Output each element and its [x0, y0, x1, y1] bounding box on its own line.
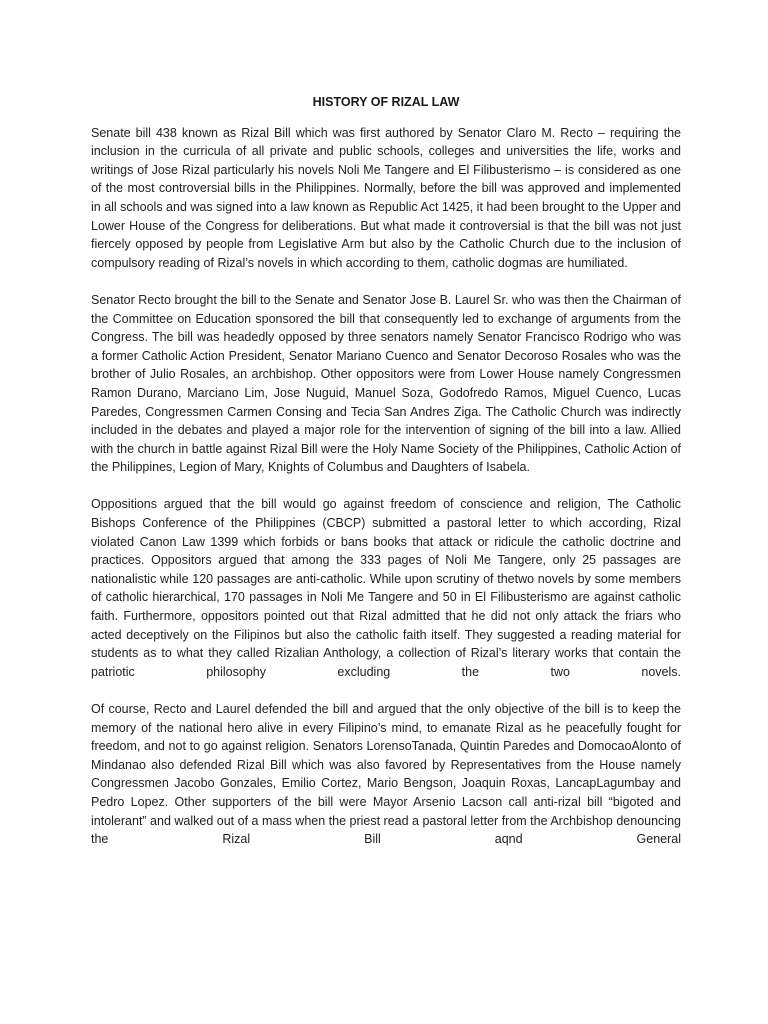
document-title: HISTORY OF RIZAL LAW — [312, 95, 460, 109]
paragraph-oppositions: Oppositions argued that the bill would go against freedom of conscience and religion, The Catholic Bishops Conference of the Philippines (CBCP) submitted a pastoral letter to which according, Rizal violated Canon Law 1399 which forbids or bans books that attack or ridicule the catholic doctrine and practices. Oppositors argued that among the 333 pages of Noli Me Tangere, only 25 passages are nationalistic while 120 passages are anti-catholic. While upon scrutiny of thetwo novels by some members of catholic hierarchical, 170 passages in Noli Me Tangere and 50 in El Filibusterismo are against catholic faith. Furthermore, oppositors pointed out that Rizal admitted that he did not only attack the friars who acted deceptively on the Filipinos but also the catholic faith itself. They suggested a reading material for students as to what they called Rizalian Anthology, a collection of Rizal’s literary works that contain the patriotic philosophy excluding the two novels. — [91, 497, 681, 679]
paragraph-senator-recto: Senator Recto brought the bill to the Senate and Senator Jose B. Laurel Sr. who was then the Chairman of the Committee on Education sponsored the bill that consequently led to exchange of arguments from the Congress. The bill was headedly opposed by three senators namely Senator Francisco Rodrigo who was a former Catholic Action President, Senator Mariano Cuenco and Senator Decoroso Rosales who was the brother of Julio Rosales, an archbishop. Other oppositors were from Lower House namely Congressmen Ramon Durano, Marciano Lim, Jose Nuguid, Manuel Soza, Godofredo Ramos, Miguel Cuenco, Lucas Paredes, Congressmen Carmen Consing and Tecia San Andres Ziga. The Catholic Church was indirectly included in the debates and played a major role for the intervention of signing of the bill into a law. Allied with the church in battle against Rizal Bill were the Holy Name Society of the Philippines, Catholic Action of the Philippines, Legion of Mary, Knights of Columbus and Daughters of Isabela. — [91, 292, 681, 475]
paragraph-defense: Of course, Recto and Laurel defended the bill and argued that the only objective of the bill is to keep the memory of the national hero alive in every Filipino’s mind, to emanate Rizal as he peacefully fought for freedom, and not to go against religion. Senators LorensoTanada, Quintin Paredes and DomocaoAlonto of Mindanao also defended Rizal Bill which was also favored by Representatives from the House namely Congressmen Jacobo Gonzales, Emilio Cortez, Mario Bengson, Joaquin Roxas, LancapLagumbay and Pedro Lopez. Other supporters of the bill were Mayor Arsenio Lacson call anti-rizal bill “bigoted and intolerant” and walked out of a mass when the priest read a pastoral letter from the Archbishop denouncing the Rizal Bill aqnd General — [91, 702, 681, 847]
paragraph-senate-bill: Senate bill 438 known as Rizal Bill which was first authored by Senator Claro M. Recto – requiring the inclusion in the curricula of all private and public schools, colleges and universities the life, works and writings of Jose Rizal particularly his novels Noli Me Tangere and El Filibusterismo – is considered as one of the most controversial bills in the Philippines. Normally, before the bill was approved and implemented in all schools and was signed into a law known as Republic Act 1425, it had been brought to the Upper and Lower House of the Congress for deliberations. But what made it controversial is that the bill was not just fiercely opposed by people from Legislative Arm but also by the Catholic Church due to the inclusion of compulsory reading of Rizal’s novels in which according to them, catholic dogmas are humiliated. — [91, 125, 681, 270]
